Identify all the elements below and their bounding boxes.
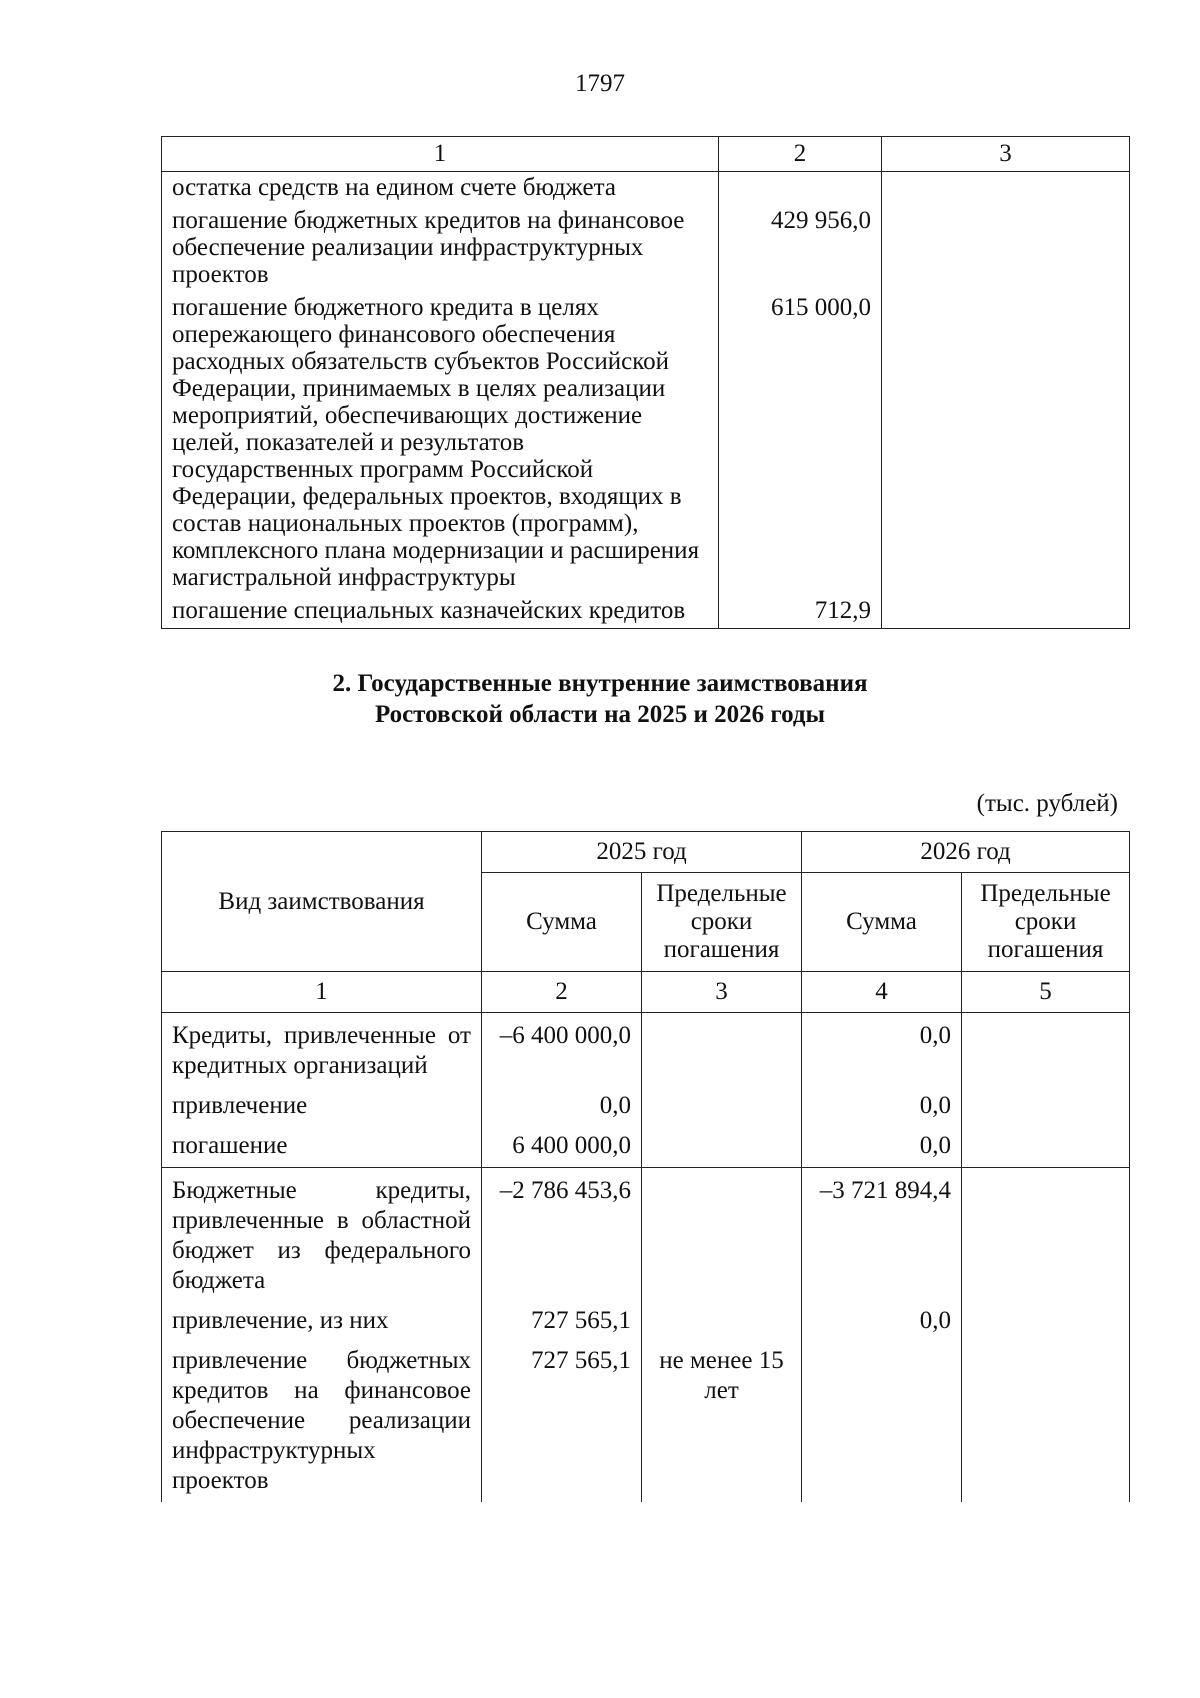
header-sum-2025: Сумма <box>482 873 642 972</box>
table-row <box>162 1302 1130 1342</box>
table-row <box>162 205 1130 292</box>
table-row <box>162 1342 1130 1502</box>
row-description: погашение <box>162 1127 482 1168</box>
row-term-2025: не менее 15 лет <box>642 1342 802 1502</box>
row-value: 615 000,0 <box>719 292 882 595</box>
table-financing-sources-continued <box>161 136 1130 629</box>
row-description: привлечение, из них <box>162 1302 482 1342</box>
header-term-2025: Предельные сроки погашения <box>642 873 802 972</box>
row-term-2025 <box>642 1087 802 1127</box>
row-term-2025 <box>642 1013 802 1088</box>
row-term-2026 <box>962 1342 1130 1502</box>
row-value-col3 <box>882 205 1130 292</box>
column-number-5: 5 <box>962 972 1130 1013</box>
row-term-2026 <box>962 1302 1130 1342</box>
row-sum-2025: 0,0 <box>482 1087 642 1127</box>
row-description: остатка средств на едином счете бюджета <box>162 172 719 206</box>
row-value-col3 <box>882 292 1130 595</box>
row-description: погашение специальных казначейских кредитов <box>162 595 719 629</box>
units-label: (тыс. рублей) <box>976 790 1118 817</box>
row-term-2026 <box>962 1168 1130 1303</box>
column-number-3: 3 <box>882 137 1130 172</box>
table-internal-borrowings <box>161 831 1130 1502</box>
column-number-1: 1 <box>162 137 719 172</box>
table-header-row <box>162 137 1130 172</box>
table-row <box>162 1127 1130 1168</box>
column-number-2: 2 <box>719 137 882 172</box>
row-description: погашение бюджетного кредита в целях опережающего финансового обеспечения расходных обязательств субъектов Российской Федерации, принимаемых в целях реализации мероприятий, обеспечивающих достижение целей, показателей и результатов государственных программ Российской Федерации, федеральных проектов, входящих в состав национальных проектов (программ), комплексного плана модернизации и расширения магистральной инфраструктуры <box>162 292 719 595</box>
row-term-2026 <box>962 1013 1130 1088</box>
header-borrowing-kind: Вид заимствования <box>162 832 482 972</box>
header-row-years <box>162 832 1130 873</box>
row-value: 712,9 <box>719 595 882 629</box>
row-value-col3 <box>882 595 1130 629</box>
table-row <box>162 172 1130 206</box>
row-description: Кредиты, привлеченные от кредитных организаций <box>162 1013 482 1088</box>
row-sum-2025: 727 565,1 <box>482 1302 642 1342</box>
row-sum-2025: –2 786 453,6 <box>482 1168 642 1303</box>
column-number-4: 4 <box>802 972 962 1013</box>
row-term-2026 <box>962 1127 1130 1168</box>
table-row <box>162 292 1130 595</box>
page-number: 1797 <box>575 70 625 97</box>
table-row <box>162 1168 1130 1303</box>
column-number-3: 3 <box>642 972 802 1013</box>
section-title <box>0 668 1200 730</box>
row-term-2025 <box>642 1302 802 1342</box>
row-sum-2026: –3 721 894,4 <box>802 1168 962 1303</box>
header-year-2026: 2026 год <box>802 832 1130 873</box>
row-description: Бюджетные кредиты, привлеченные в областной бюджет из федерального бюджета <box>162 1168 482 1303</box>
table-row <box>162 595 1130 629</box>
column-number-1: 1 <box>162 972 482 1013</box>
row-sum-2026 <box>802 1342 962 1502</box>
row-sum-2026: 0,0 <box>802 1127 962 1168</box>
header-year-2025: 2025 год <box>482 832 802 873</box>
row-sum-2026: 0,0 <box>802 1013 962 1088</box>
row-description: погашение бюджетных кредитов на финансовое обеспечение реализации инфраструктурных проектов <box>162 205 719 292</box>
row-term-2025 <box>642 1127 802 1168</box>
table-row <box>162 1087 1130 1127</box>
row-value-col3 <box>882 172 1130 206</box>
row-sum-2026: 0,0 <box>802 1087 962 1127</box>
row-term-2026 <box>962 1087 1130 1127</box>
row-sum-2026: 0,0 <box>802 1302 962 1342</box>
section-title-line-2: Ростовской области на 2025 и 2026 годы <box>374 701 826 728</box>
row-term-2025 <box>642 1168 802 1303</box>
section-title-line-1: 2. Государственные внутренние заимствования <box>332 670 868 697</box>
row-sum-2025: 6 400 000,0 <box>482 1127 642 1168</box>
header-row-column-numbers <box>162 972 1130 1013</box>
header-sum-2026: Сумма <box>802 873 962 972</box>
row-value: 429 956,0 <box>719 205 882 292</box>
header-term-2026: Предельные сроки погашения <box>962 873 1130 972</box>
row-value <box>719 172 882 206</box>
table-row <box>162 1013 1130 1088</box>
column-number-2: 2 <box>482 972 642 1013</box>
row-description: привлечение бюджетных кредитов на финансовое обеспечение реализации инфраструктурных проектов <box>162 1342 482 1502</box>
row-description: привлечение <box>162 1087 482 1127</box>
row-sum-2025: 727 565,1 <box>482 1342 642 1502</box>
row-sum-2025: –6 400 000,0 <box>482 1013 642 1088</box>
